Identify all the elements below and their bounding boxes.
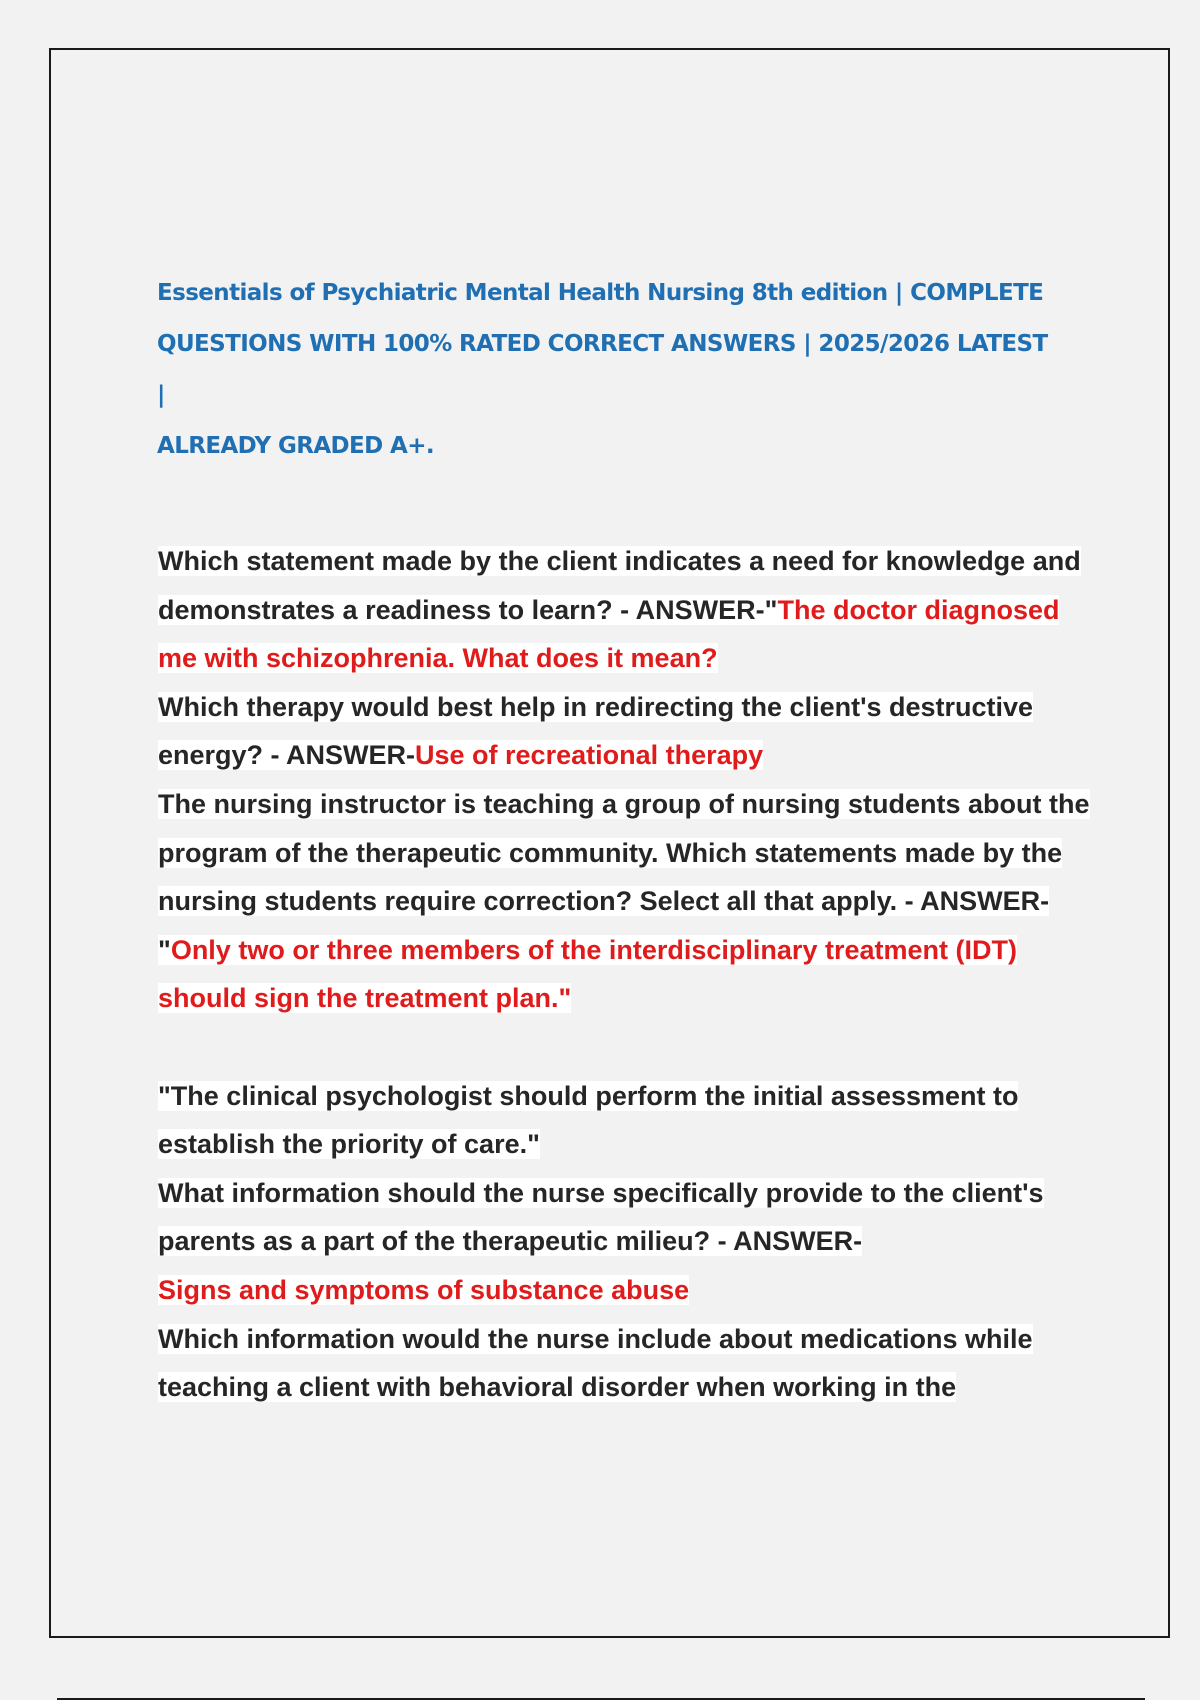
answer-text: The doctor diagnosed me with schizophrenia. What does it mean? [158, 594, 1060, 674]
qa-item [158, 537, 1098, 683]
qa-item [158, 683, 1098, 780]
question-text: Which therapy would best help in redirecting the client's destructive energy? - ANSWER- [158, 691, 1034, 771]
question-text: Which information would the nurse include about medications while teaching a client with behavioral disorder when working in the [158, 1323, 1033, 1403]
title-line: QUESTIONS WITH 100% RATED CORRECT ANSWERS | 2025/2026 LATEST | [157, 331, 1048, 408]
question-text: Which statement made by the client indicates a need for knowledge and demonstrates a readiness to learn? - ANSWER-" [158, 546, 1081, 625]
qa-item [158, 1315, 1098, 1412]
question-text: What information should the nurse specifically provide to the client's parents as a part of the therapeutic milieu? - ANSWER- [158, 1177, 1044, 1257]
answer-text: Signs and symptoms of substance abuse [158, 1274, 690, 1305]
qa-item [158, 1169, 1098, 1315]
title-line: ALREADY GRADED A+. [157, 433, 435, 459]
answer-text: Only two or three members of the interdisciplinary treatment (IDT) should sign the treatment plan." [158, 934, 1017, 1014]
qa-list [158, 537, 1098, 1412]
answer-text: Use of recreational therapy [415, 740, 764, 771]
question-text: The nursing instructor is teaching a group of nursing students about the program of the therapeutic community. Which statements made by the nursing students require correction? Select all that apply. - ANSWER-" [158, 788, 1090, 965]
title-line: Essentials of Psychiatric Mental Health Nursing 8th edition | COMPLETE [157, 280, 1044, 306]
qa-item [158, 1072, 1098, 1169]
paragraph-gap [158, 1023, 1098, 1072]
statement-text: "The clinical psychologist should perform the initial assessment to establish the priority of care." [158, 1080, 1019, 1160]
qa-item [158, 780, 1098, 1023]
document-title [157, 268, 1057, 472]
